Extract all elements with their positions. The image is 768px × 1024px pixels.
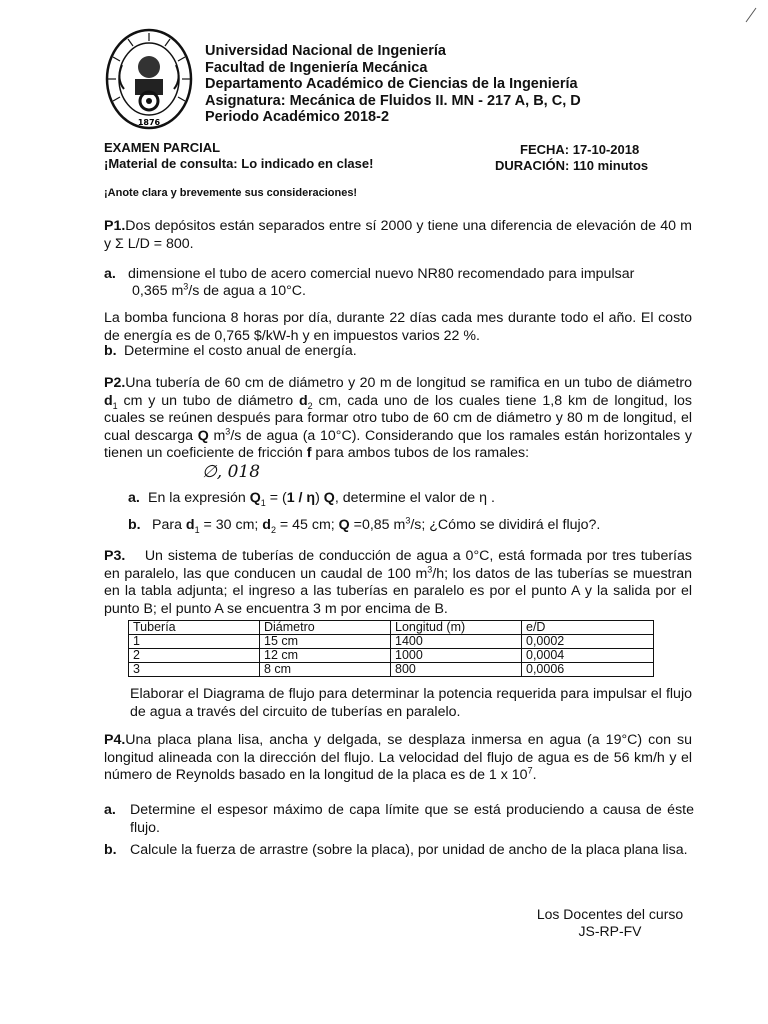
table-cell: 1 [129, 635, 260, 649]
p3-instruction: Elaborar el Diagrama de flujo para determinar la potencia requerida para impulsar el flujo de agua a través del circuito de tuberías en paralelo. [130, 686, 692, 720]
table-cell: 3 [129, 663, 260, 677]
table-cell: 2 [129, 649, 260, 663]
p2-statement: P2.Una tubería de 60 cm de diámetro y 20 m de longitud se ramifica en un tubo de diámetro $d_1$ cm y un tubo de diámetro $d_2$ cm, cada uno de los cuales tiene 1,8 km de longitud, los cuales se reúnen después para formar otro tubo de 60 cm de diámetro y 80 m de longitud, el cual descarga Q $m^3/s$ de agua (a 10°C). Considerando que los ramales están horizontales y tienen un coeficiente de fricción f para ambos tubos de los ramales: [104, 375, 692, 461]
p3-statement: P3. Un sistema de tuberías de conducción de agua a 0°C, está formada por tres tuberías en paralelo, las que conducen un caudal de 100 $m^3/h$; los datos de las tuberías se muestran en la tabla adjunta; el ingreso a las tuberías en paralelo es por el punto A y la salida por el punto B; el punto A se encuentra 3 m por encima de B. [104, 548, 693, 617]
table-cell: 12 cm [260, 649, 391, 663]
table-row [129, 649, 654, 663]
signature-block [520, 906, 700, 940]
table-cell: 15 cm [260, 635, 391, 649]
table-cell: 8 cm [260, 663, 391, 677]
signature-line1: Los Docentes del curso [536, 906, 684, 922]
p1-label: P1. [104, 218, 126, 234]
p1-item-b: b. Determine el costo anual de energía. [104, 343, 357, 359]
table-header-cell: Longitud (m) [391, 621, 522, 635]
pipe-data-table [128, 620, 654, 677]
exam-duration: DURACIÓN: 110 minutos [495, 158, 649, 173]
table-row [129, 635, 654, 649]
table-header-row [129, 621, 654, 635]
faculty-name: Facultad de Ingeniería Mecánica [205, 59, 428, 76]
subject-line: Asignatura: Mecánica de Fluidos II. MN - 217 A, B, C, D [205, 92, 581, 109]
table-header-cell: Tubería [129, 621, 260, 635]
table-cell: 0,0002 [522, 635, 654, 649]
table-header-cell: Diámetro [260, 621, 391, 635]
university-name: Universidad Nacional de Ingeniería [205, 43, 446, 59]
exam-note: ¡Anote clara y brevemente sus consideraciones! [104, 187, 358, 199]
seal-year: 1876 [137, 118, 161, 127]
table-cell: 0,0004 [522, 649, 654, 663]
p2-item-a: a. En la expresión $Q_1 = (1 / \eta)$ Q, determine el valor de η . [128, 490, 495, 508]
table-cell: 0,0006 [522, 663, 654, 677]
p1-energy-text: La bomba funciona 8 horas por día, durante 22 días cada mes durante todo el año. El costo de energía es de 0,765 $/kW-h y en impuestos varios 22 %. [104, 310, 692, 344]
table-cell: 1000 [391, 649, 522, 663]
handwritten-note: ∅, 018 [202, 462, 261, 482]
table-header-cell: e/D [522, 621, 654, 635]
exam-date: FECHA: 17-10-2018 [520, 142, 640, 157]
institution-header [205, 43, 581, 126]
table-cell: 800 [391, 663, 522, 677]
p4-statement: P4.Una placa plana lisa, ancha y delgada, se desplaza inmersa en agua (a 19°C) con su longitud alineada con la dirección del flujo. La velocidad del flujo de agua es de 56 km/h y el número de Reynolds basado en la longitud de la placa es de 1 x $10^7$. [104, 732, 692, 783]
p1-item-a-line2: 0,365 $m^3/s$ de agua a 10°C. [132, 281, 306, 299]
p1-statement: P1.Dos depósitos están separados entre sí 2000 y tiene una diferencia de elevación de 40 m y Σ L/D = 800. [104, 218, 692, 252]
exam-material: ¡Material de consulta: Lo indicado en clase! [104, 156, 374, 171]
p4-item-b: b. Calcule la fuerza de arrastre (sobre la placa), por unidad de ancho de la placa plana lisa. [104, 842, 688, 858]
p1-item-a: a. dimensione el tubo de acero comercial nuevo NR80 recomendado para impulsar [104, 266, 635, 282]
signature-line2: JS-RP-FV [578, 923, 642, 939]
p4-item-a: a. Determine el espesor máximo de capa límite que se está produciendo a causa de éste flujo. [104, 802, 694, 836]
table-cell: 1400 [391, 635, 522, 649]
table-row [129, 663, 654, 677]
pen-mark [744, 6, 758, 24]
university-seal [104, 27, 194, 131]
academic-period: Periodo Académico 2018-2 [205, 109, 390, 125]
exam-title: EXAMEN PARCIAL [104, 140, 221, 155]
p2-item-b: b. Para $d_1 = 30$ cm; $d_2 = 45$ cm; Q =0,85 $m^3/s$; ¿Cómo se dividirá el flujo?. [128, 515, 601, 535]
department-name: Departamento Académico de Ciencias de la Ingeniería [205, 76, 578, 92]
